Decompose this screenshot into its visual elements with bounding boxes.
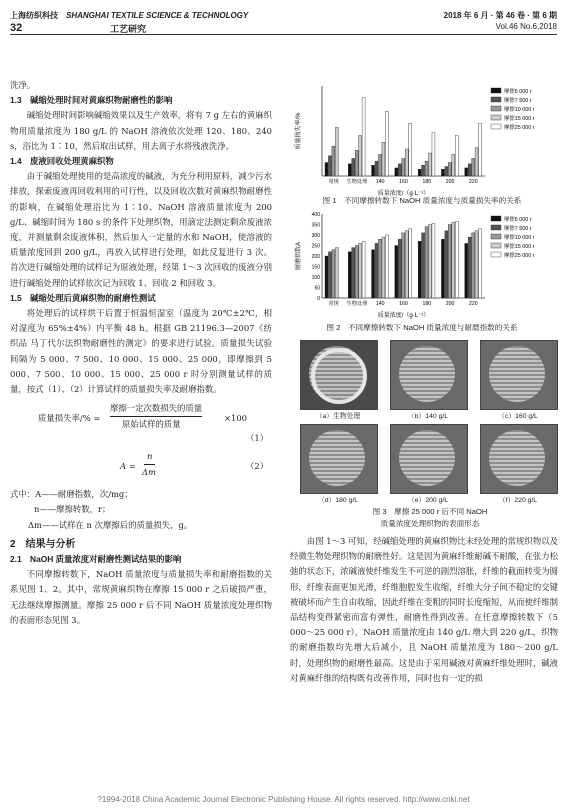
y-tick-label: 0 bbox=[317, 296, 320, 302]
figure-1-caption: 图 1 不同摩擦转数下 NaOH 质量浓度与质量损失率的关系 bbox=[322, 196, 522, 205]
bar bbox=[398, 239, 401, 298]
bar bbox=[409, 229, 412, 298]
bar bbox=[355, 246, 358, 299]
bar bbox=[352, 158, 355, 176]
x-tick-label: 160 bbox=[399, 179, 408, 185]
bar bbox=[452, 222, 455, 298]
paragraph: 不同摩擦转数下，NaOH 质量浓度与质量损失率和耐磨指数的关系见图 1、2。其中，常规黄麻织物在摩擦 15 000 r 之后破损严重，无法继续摩擦测量。摩擦 25 000 r 后不同 NaOH 质量浓度处理织物的表面形态见图 3。 bbox=[10, 569, 272, 625]
eq2-numerator: n bbox=[144, 449, 155, 465]
paragraph: 洗净。 bbox=[10, 80, 36, 90]
x-tick-label: 140 bbox=[375, 301, 385, 307]
legend-label: 摩擦5 000 r bbox=[504, 89, 532, 95]
journal-name: 上海纺织科技 SHANGHAI TEXTILE SCIENCE & TECHNOLOGY bbox=[10, 11, 249, 20]
y-tick-label: 250 bbox=[311, 243, 320, 250]
legend-label: 摩擦10 000 r bbox=[504, 235, 535, 241]
bar bbox=[445, 167, 448, 176]
bar bbox=[475, 231, 478, 298]
legend-label: 摩擦25 000 r bbox=[504, 253, 535, 259]
bar bbox=[422, 233, 425, 298]
bar bbox=[375, 243, 378, 298]
definition-n: n——摩擦转数，r； bbox=[34, 504, 111, 515]
x-tick-label: 200 bbox=[445, 301, 455, 307]
x-tick-label: 220 bbox=[469, 179, 478, 185]
photo-f bbox=[480, 424, 558, 494]
paragraph: 将处理后的试样烘干后置于恒温恒湿室（温度为 20℃±2℃，相对湿度为 65%±4%）内平衡 48 h。根据 GB 21196.3—2007《纺织品 马丁代尔法织物耐磨性的测定》的要求进行试验。质量损失试验间隔为 5 000、7 500、10 000、15 000、25 000，即摩擦到 5 000、7 500、10 000、15 000、25 000 r 时分别测量试样的质量，按式（1）、（2）计算试样的质量损失率及耐磨指数。 bbox=[10, 308, 272, 395]
bar bbox=[372, 165, 375, 176]
y-tick-label: 100 bbox=[311, 275, 320, 281]
bar bbox=[479, 229, 482, 298]
bar bbox=[355, 150, 358, 176]
bar bbox=[418, 241, 421, 298]
photo-e bbox=[390, 424, 468, 494]
photo-b bbox=[390, 340, 468, 410]
bar bbox=[375, 161, 378, 176]
left-column bbox=[10, 78, 272, 628]
paragraph: 碱缩处理时间影响碱缩效果以及生产效率，将有 7 g 左右的黄麻织物用质量浓度为 180 g/L 的 NaOH 溶液依次处理 120、180、240 s，浴比为 1∶10，然后取出试样，用去离子水将残液洗净。 bbox=[10, 110, 272, 151]
bar bbox=[378, 239, 381, 298]
bar bbox=[468, 164, 471, 176]
eq2-number: （2） bbox=[246, 461, 269, 472]
x-tick-label: 生物处理 bbox=[346, 301, 368, 307]
bar bbox=[448, 163, 451, 176]
bar bbox=[325, 163, 328, 176]
x-tick-label: 220 bbox=[469, 301, 478, 307]
bar bbox=[465, 243, 468, 298]
bar bbox=[422, 165, 425, 176]
legend-swatch bbox=[491, 88, 501, 93]
x-axis-label: 质量浓度/（g·L⁻¹） bbox=[377, 191, 430, 197]
y-tick-label: 300 bbox=[311, 233, 320, 239]
bar bbox=[398, 164, 401, 176]
legend-label: 摩擦15 000 r bbox=[504, 244, 535, 250]
figure-3-caption-line2: 质量浓度处理织物的表面形态 bbox=[380, 519, 480, 528]
bar bbox=[382, 142, 385, 176]
bar bbox=[359, 243, 362, 298]
bar bbox=[465, 168, 468, 176]
y-axis-label: 耐磨指数A bbox=[296, 241, 302, 271]
bar bbox=[479, 123, 482, 176]
bar bbox=[409, 123, 412, 176]
bar bbox=[382, 237, 385, 298]
bar bbox=[378, 154, 381, 176]
x-tick-label: 180 bbox=[422, 301, 432, 307]
bar bbox=[441, 169, 444, 176]
legend-swatch bbox=[491, 225, 501, 230]
bar bbox=[385, 111, 388, 176]
bar bbox=[395, 168, 398, 176]
right-column-text bbox=[290, 534, 558, 686]
x-tick-label: 200 bbox=[445, 179, 455, 185]
equation-1 bbox=[10, 399, 272, 445]
x-tick-label: 常规 bbox=[328, 179, 339, 185]
legend-label: 摩擦10 000 r bbox=[504, 107, 535, 113]
bar bbox=[405, 149, 408, 176]
legend-swatch bbox=[491, 234, 501, 239]
figure-3-caption-line1: 图 3 摩擦 25 000 r 后不同 NaOH bbox=[372, 507, 488, 516]
bar bbox=[402, 233, 405, 298]
bar bbox=[359, 136, 362, 176]
issue-date: 2018 年 6 月 · 第 46 卷 · 第 6 期 bbox=[443, 11, 557, 20]
legend-label: 摩擦25 000 r bbox=[504, 125, 535, 131]
figure-3-photos bbox=[300, 340, 560, 520]
bar bbox=[445, 231, 448, 298]
legend-swatch bbox=[491, 115, 501, 120]
bar bbox=[432, 133, 435, 176]
bar bbox=[441, 239, 444, 298]
y-tick-label: 400 bbox=[311, 212, 320, 218]
eq2-denominator: Δm bbox=[142, 467, 156, 478]
bar bbox=[448, 225, 451, 299]
bar bbox=[348, 164, 351, 176]
photo-label: （a）生物处理 bbox=[315, 413, 361, 420]
legend-label: 摩擦7 500 r bbox=[504, 226, 532, 232]
section-heading-1-3: 1.3 碱缩处理时间对黄麻织物耐磨性的影响 bbox=[10, 95, 173, 106]
bar bbox=[348, 252, 351, 298]
eq1-numerator: 摩擦一定次数损失的质量 bbox=[110, 401, 202, 417]
photo-label: （f）220 g/L bbox=[498, 497, 538, 504]
bar bbox=[455, 221, 458, 298]
bar bbox=[472, 158, 475, 176]
legend-label: 摩擦5 000 r bbox=[504, 217, 532, 223]
bar bbox=[362, 241, 365, 298]
legend-swatch bbox=[491, 106, 501, 111]
figure-3-caption bbox=[300, 506, 560, 530]
bar bbox=[429, 225, 432, 299]
photo-label: （d）180 g/L bbox=[317, 497, 359, 504]
legend-label: 摩擦15 000 r bbox=[504, 116, 535, 122]
legend-swatch bbox=[491, 124, 501, 129]
legend-swatch bbox=[491, 252, 501, 257]
page-header bbox=[10, 8, 557, 35]
eq1-multiplier: ×100 bbox=[224, 413, 248, 424]
y-tick-label: 350 bbox=[311, 222, 320, 229]
bar bbox=[402, 158, 405, 176]
bar bbox=[332, 146, 335, 176]
eq1-denominator: 原始试样的质量 bbox=[122, 419, 181, 430]
bar bbox=[352, 248, 355, 298]
bar bbox=[362, 98, 365, 176]
figure-2-caption: 图 2 不同摩擦转数下 NaOH 质量浓度与耐磨指数的关系 bbox=[326, 323, 518, 332]
equation-2 bbox=[10, 445, 272, 487]
figure-1-chart bbox=[292, 80, 557, 198]
section-heading-1-5: 1.5 碱缩处理后黄麻织物的耐磨性测试 bbox=[10, 292, 156, 303]
legend-swatch bbox=[491, 97, 501, 102]
y-tick-label: 150 bbox=[311, 264, 320, 271]
x-tick-label: 180 bbox=[422, 179, 432, 185]
definition-dm: Δm——试样在 n 次摩擦后的质量损失，g。 bbox=[28, 519, 193, 530]
x-tick-label: 160 bbox=[399, 301, 408, 307]
section-heading-2: 2 结果与分析 bbox=[10, 538, 76, 550]
bar bbox=[332, 250, 335, 298]
y-tick-label: 50 bbox=[314, 285, 320, 292]
bar bbox=[325, 256, 328, 298]
legend-swatch bbox=[491, 216, 501, 221]
photo-label: （e）200 g/L bbox=[407, 497, 449, 504]
bar bbox=[468, 237, 471, 298]
section-title: 工艺研究 bbox=[110, 24, 147, 34]
footer-copyright: ?1994-2018 China Academic Journal Electronic Publishing House. All rights reserved. http://www.cnki.net bbox=[97, 795, 470, 804]
bar bbox=[429, 153, 432, 176]
y-axis-label: 质量损失率/% bbox=[296, 112, 302, 150]
x-tick-label: 常规 bbox=[328, 301, 339, 307]
bar bbox=[472, 233, 475, 298]
photo-a bbox=[300, 340, 378, 410]
bar bbox=[425, 227, 428, 298]
section-heading-2-1: 2.1 NaOH 质量浓度对耐磨性测试结果的影响 bbox=[10, 554, 182, 565]
bar bbox=[432, 223, 435, 298]
bar bbox=[418, 169, 421, 176]
paragraph: 由图 1～3 可知，经碱缩处理的黄麻织物比未经处理的常规织物以及经微生物处理织物的耐磨性好。这是因为黄麻纤维耐碱不耐酸，在张力松弛的状态下，浓碱液使纤维发生不可逆的剧烈溶胀，纤维的截面转变为圆形，纤维表面更加光滑，纤维胞腔发生收缩，纤维大分子间不稳定的交键被破坏而产生自由收缩，因此纤维在变粗的同时长度缩短，从而使纤维制品结构变得紧密而富有弹性，耐磨性得到改善。在任意摩擦转数下（5 000～25 000 r），NaOH 质量浓度由 140 g/L 增大到 220 g/L，织物的耐磨指数均先增大后减小，且 NaOH 质量浓度为 180～200 g/L 时，处理织物的耐磨性最高。这是由于采用碱液对黄麻纤维处理时，碱液对黄麻纤维的结构既有改善作用，同时也有一定的损 bbox=[290, 536, 558, 683]
eq2-left: A = bbox=[120, 461, 136, 472]
figure-2-chart bbox=[292, 208, 557, 320]
section-heading-1-4: 1.4 废液回收处理黄麻织物 bbox=[10, 156, 114, 167]
bar bbox=[452, 154, 455, 176]
x-tick-label: 生物处理 bbox=[346, 179, 368, 185]
photo-label: （c）160 g/L bbox=[498, 413, 538, 420]
bar bbox=[395, 246, 398, 299]
bar bbox=[372, 250, 375, 298]
volume-info: Vol.46 No.6,2018 bbox=[495, 22, 557, 31]
bar bbox=[328, 156, 331, 176]
bar bbox=[385, 235, 388, 298]
definition-a: 式中：A——耐磨指数，次/mg； bbox=[10, 489, 133, 500]
page-number: 32 bbox=[10, 22, 23, 34]
paragraph: 由于碱缩处理使用的是高浓度的碱液，为充分利用原料，减少污水排放，探索废液再回收利用的可行性，以及回收次数对黄麻织物耐磨性的影响，在碱缩处理浴比为 1∶10、NaOH 溶液质量浓度为 200 g/L、碱缩时间为 180 s 的条件下处理织物，用滴定法测定剩余废液浓度，并测量剩余废液体积，然后加入一定量的水和 NaOH，使溶液的质量浓度回到 200 g/L，再放入试样进行处理，如此反复进行 3 次。首次进行碱缩处理的试样记为原液处理，经第 1～3 次回收的废液分别进行碱缩处理的试样依次记为回收 1、回收 2 和回收 3。 bbox=[10, 171, 272, 288]
photo-d bbox=[300, 424, 378, 494]
photo-label: （b）140 g/L bbox=[407, 413, 449, 420]
photo-c bbox=[480, 340, 558, 410]
bar bbox=[425, 161, 428, 176]
x-axis-label: 质量浓度/（g·L⁻¹） bbox=[377, 313, 430, 319]
bar bbox=[335, 248, 338, 298]
bar bbox=[335, 127, 338, 176]
bar bbox=[475, 148, 478, 176]
bar bbox=[405, 231, 408, 298]
y-tick-label: 200 bbox=[311, 254, 320, 260]
bar bbox=[328, 252, 331, 298]
eq1-left: 质量损失率/% = bbox=[38, 413, 101, 424]
legend-label: 摩擦7 500 r bbox=[504, 98, 532, 104]
legend-swatch bbox=[491, 243, 501, 248]
bar bbox=[455, 136, 458, 176]
x-tick-label: 140 bbox=[375, 179, 385, 185]
eq1-number: （1） bbox=[246, 433, 269, 444]
